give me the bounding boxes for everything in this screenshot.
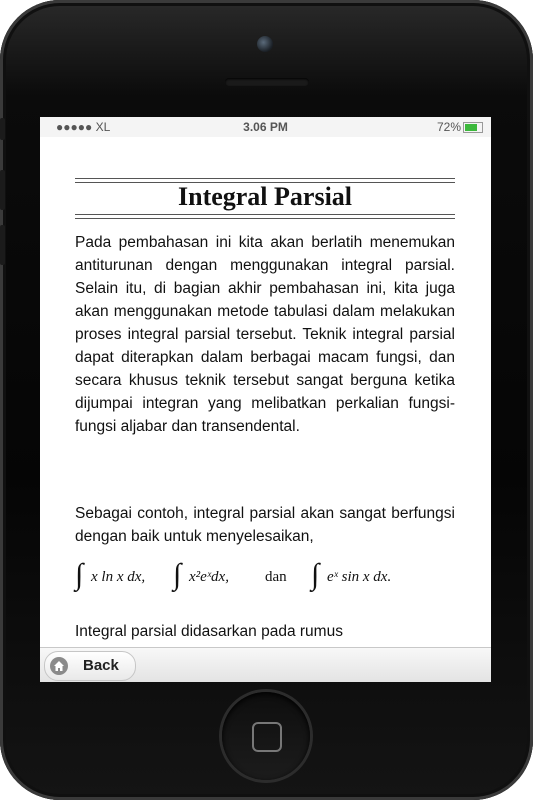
back-label: Back xyxy=(83,657,119,674)
battery-icon xyxy=(463,122,483,133)
formula-connector: dan xyxy=(265,569,287,585)
back-button[interactable] xyxy=(44,651,136,681)
title-rule-bottom xyxy=(75,214,455,219)
page-title: Integral Parsial xyxy=(177,182,353,211)
status-time: 3.06 PM xyxy=(243,120,288,134)
earpiece-speaker xyxy=(225,78,309,86)
integral-formulas xyxy=(75,557,455,597)
carrier-signal: ●●●●● XL xyxy=(56,120,111,134)
formula-expr-3: eˣ sin x dx. xyxy=(327,569,392,585)
screen xyxy=(40,117,491,682)
volume-up-button xyxy=(0,170,5,210)
formula-expr-2: x²eˣdx, xyxy=(189,569,229,585)
home-button[interactable] xyxy=(222,692,310,780)
bottom-toolbar xyxy=(40,647,491,682)
integral-sign-2: ∫ xyxy=(173,558,182,591)
status-bar xyxy=(40,117,491,137)
front-camera xyxy=(257,36,273,52)
mute-switch xyxy=(0,118,5,140)
paragraph-rumus: Integral parsial didasarkan pada rumus xyxy=(75,623,343,640)
paragraph-example: Sebagai contoh, integral parsial akan sangat berfungsi dengan baik untuk menyelesaikan, xyxy=(75,505,455,545)
integral-sign-1: ∫ xyxy=(75,558,84,591)
home-icon xyxy=(50,657,68,675)
formula-expr-1: x ln x dx, xyxy=(91,569,146,585)
battery-percent: 72% xyxy=(436,120,461,134)
paragraph-intro: Pada pembahasan ini kita akan berlatih menemukan antiturunan dengan menggunakan integral parsial. Selain itu, di bagian akhir pembahasan ini, kita juga akan menggunakan metode tabulasi dalam melakukan proses integral parsial tersebut. Teknik integral parsial dapat diterapkan dalam berbagai macam fungsi, dan secara khusus teknik tersebut sangat berguna ketika dijumpai integran yang melibatkan perkalian fungsi-fungsi aljabar dan transendental. xyxy=(75,234,455,435)
volume-down-button xyxy=(0,225,5,265)
integral-sign-3: ∫ xyxy=(311,558,320,591)
